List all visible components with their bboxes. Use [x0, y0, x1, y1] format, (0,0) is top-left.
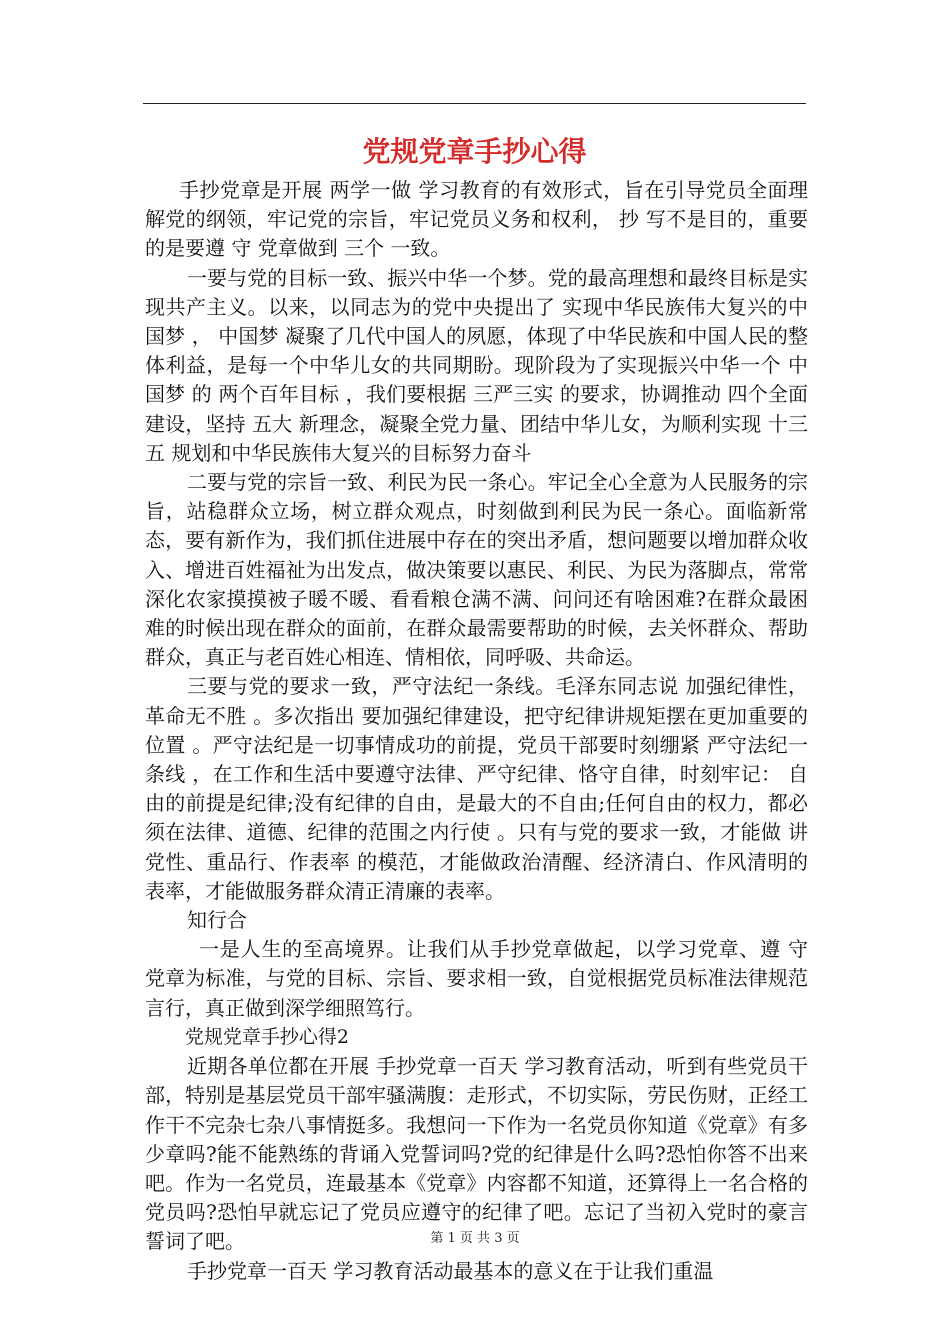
paragraph-goal: 一要与党的目标一致、振兴中华一个梦。党的最高理想和最终目标是实现共产主义。以来，以同志为的党中央提出了 实现中华民族伟大复兴的中国梦 ， 中国梦 凝聚了几代中国人的夙愿，体现了中华民族和中国人民的整体利益，是每一个中华儿女的共同期盼。现阶段为了实现振兴中华一个 中国梦 的 两个百年目标 ，我们要根据 三严三实 的要求，协调推动 四个全面 建设，坚持 五大 新理念，凝聚全党力量、团结中华儿女，为顺利实现 十三五 规划和中华民族伟大复兴的目标努力奋斗 [145, 265, 808, 465]
paragraph-knowing-doing: 知行合 [187, 908, 247, 933]
paragraph-intro: 手抄党章是开展 两学一做 学习教育的有效形式，旨在引导党员全面理解党的纲领，牢记党的宗旨，牢记党员义务和权利， 抄 写不是目的，重要的是要遵 守 党章做到 三个 一致。 [145, 178, 808, 261]
document-title: 党规党章手抄心得 [362, 135, 587, 168]
paragraph-requirement: 三要与党的要求一致，严守法纪一条线。毛泽东同志说 加强纪律性，革命无不胜 。多次指出 要加强纪律建设，把守纪律讲规矩摆在更加重要的位置 。严守法纪是一切事情成功的前提，党员干部要时刻绷紧 严守法纪一条线 ，在工作和生活中要遵守法律、严守纪律、恪守自律，时刻牢记： 自由的前提是纪律;没有纪律的自由，是最大的不自由;任何自由的权力，都必须在法律、道德、纪律的范围之内行使 。只有与党的要求一致，才能做 讲党性、重品行、作表率 的模范，才能做政治清醒、经济清白、作风清明的表率，才能做服务群众清正清廉的表率。 [145, 674, 808, 903]
header-rule [143, 103, 806, 104]
page-footer: 第 1 页 共 3 页 [430, 1231, 520, 1246]
section-heading-2: 党规党章手抄心得2 [184, 1025, 349, 1048]
paragraph-highest-state: 一是人生的至高境界。让我们从手抄党章做起，以学习党章、遵 守 党章为标准，与党的目标、宗旨、要求相一致，自觉根据党员标准法律规范言行，真正做到深学细照笃行。 [145, 937, 808, 1020]
paragraph-basic-meaning: 手抄党章一百天 学习教育活动最基本的意义在于让我们重温 [187, 1258, 714, 1283]
paragraph-purpose: 二要与党的宗旨一致、利民为民一条心。牢记全心全意为人民服务的宗旨，站稳群众立场，树立群众观点，时刻做到利民为民一条心。面临新常态，要有新作为，我们抓住进展中存在的突出矛盾，想问题要以增加群众收入、增进百姓福祉为出发点，做决策要以惠民、利民、为民为落脚点，常常深化农家摸摸被子暖不暖、看看粮仓满不满、问问还有啥困难?在群众最困难的时候出现在群众的面前，在群众最需要帮助的时候，去关怀群众、帮助群众，真正与老百姓心相连、情相依，同呼吸、共命运。 [145, 470, 808, 670]
paragraph-recent-activities: 近期各单位都在开展 手抄党章一百天 学习教育活动，听到有些党员干部，特别是基层党员干部牢骚满腹：走形式，不切实际，劳民伤财，正经工作干不完杂七杂八事情挺多。我想问一下作为一名党员你知道《党章》有多少章吗?能不能熟练的背诵入党誓词吗?党的纪律是什么吗?恐怕你答不出来吧。作为一名党员，连最基本《党章》内容都不知道，还算得上一名合格的党员吗?恐怕早就忘记了党员应遵守的纪律了吧。忘记了当初入党时的豪言誓词了吧。 [145, 1054, 808, 1254]
document-body [145, 176, 808, 1286]
